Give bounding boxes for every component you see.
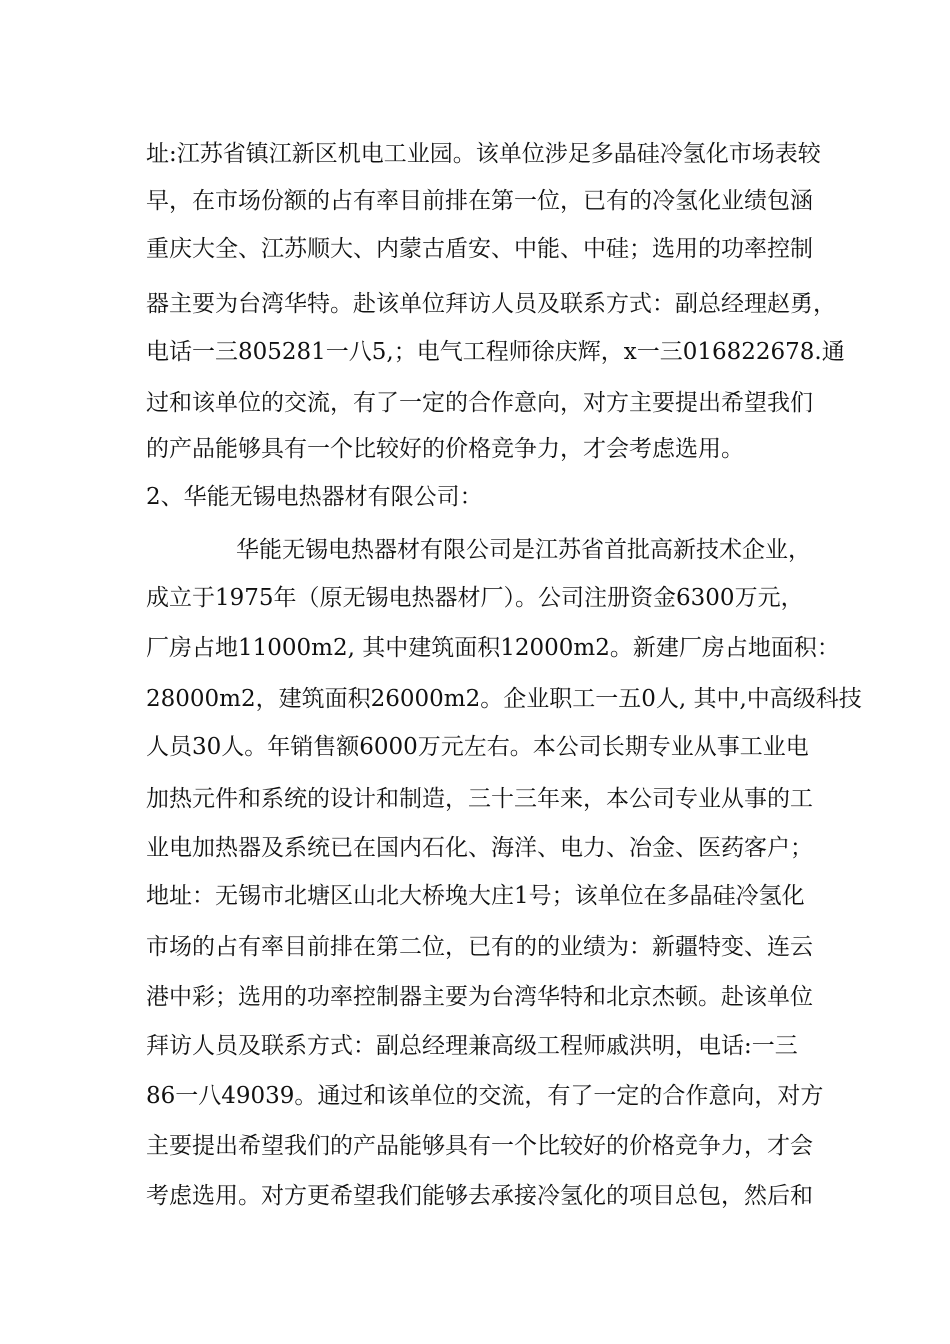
text-line: 加热元件和系统的设计和制造，三十三年来，本公司专业从事的工 bbox=[146, 786, 813, 812]
text-line: 址:江苏省镇江新区机电工业园。该单位涉足多晶硅冷氢化市场表较 bbox=[146, 141, 821, 167]
text-line: 港中彩；选用的功率控制器主要为台湾华特和北京杰顿。赴该单位 bbox=[146, 984, 813, 1010]
text-line: 人员30人。年销售额6000万元左右。本公司长期专业从事工业电 bbox=[146, 734, 809, 760]
section-heading: 2、华能无锡电热器材有限公司： bbox=[146, 484, 483, 510]
text-line: 市场的占有率目前排在第二位，已有的的业绩为：新疆特变、连云 bbox=[146, 934, 813, 960]
text-line: 主要提出希望我们的产品能够具有一个比较好的价格竞争力，才会 bbox=[146, 1133, 813, 1159]
text-line: 86一八49039。通过和该单位的交流，有了一定的合作意向，对方 bbox=[146, 1083, 824, 1109]
text-line: 过和该单位的交流，有了一定的合作意向，对方主要提出希望我们 bbox=[146, 390, 813, 416]
text-line: 早，在市场份额的占有率目前排在第一位，已有的冷氢化业绩包涵 bbox=[146, 188, 813, 214]
paragraph-first-line: 华能无锡电热器材有限公司是江苏省首批高新技术企业， bbox=[236, 537, 811, 563]
text-line: 成立于1975年（原无锡电热器材厂）。公司注册资金6300万元， bbox=[146, 585, 804, 611]
text-line: 拜访人员及联系方式：副总经理兼高级工程师戚洪明，电话:一三 bbox=[146, 1033, 798, 1059]
text-line: 重庆大全、江苏顺大、内蒙古盾安、中能、中硅；选用的功率控制 bbox=[146, 236, 813, 262]
text-line: 的产品能够具有一个比较好的价格竞争力，才会考虑选用。 bbox=[146, 436, 744, 462]
text-line: 厂房占地11000m2, 其中建筑面积12000m2。新建厂房占地面积： bbox=[146, 635, 840, 661]
text-line: 28000m2，建筑面积26000m2。企业职工一五0人, 其中,中高级科技 bbox=[146, 686, 862, 712]
text-line: 器主要为台湾华特。赴该单位拜访人员及联系方式：副总经理赵勇， bbox=[146, 291, 836, 317]
text-line: 考虑选用。对方更希望我们能够去承接冷氢化的项目总包，然后和 bbox=[146, 1183, 813, 1209]
text-line: 地址：无锡市北塘区山北大桥堍大庄1号；该单位在多晶硅冷氢化 bbox=[146, 883, 805, 909]
text-line: 业电加热器及系统已在国内石化、海洋、电力、冶金、医药客户； bbox=[146, 835, 813, 861]
text-line: 电话一三805281一八5,；电气工程师徐庆辉，x一三016822678.通 bbox=[146, 339, 845, 365]
